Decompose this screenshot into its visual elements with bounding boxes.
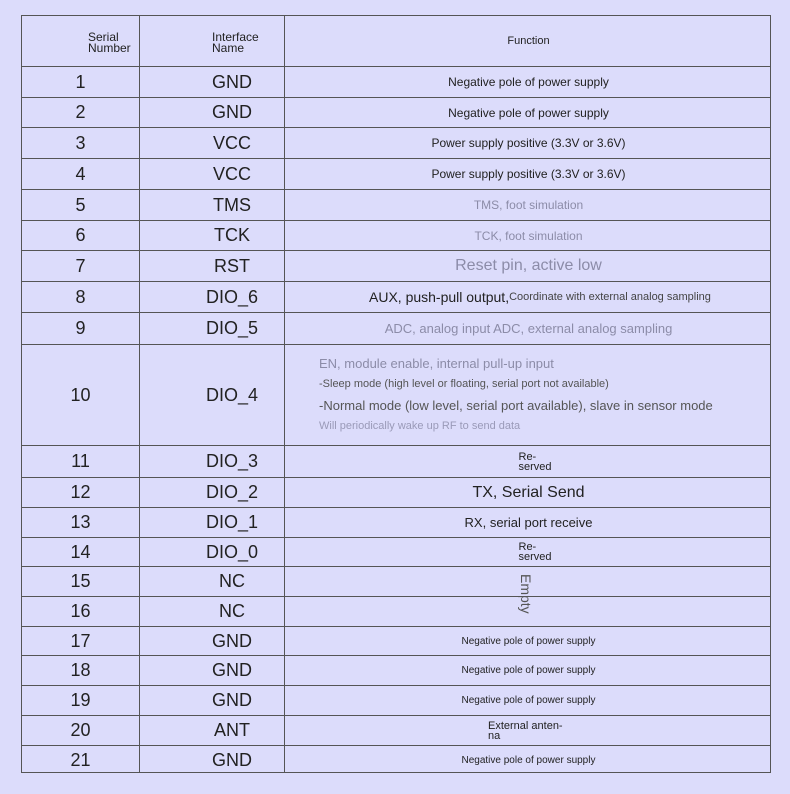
function-line: Will periodically wake up RF to send data [319,420,521,432]
interface-name: RST [214,255,250,276]
empty-label: Empty [518,574,534,614]
interface-name: GND [212,71,252,92]
table-row [22,189,770,220]
interface-name: DIO_2 [205,482,259,502]
empty-merged-cell [285,566,772,626]
serial-number: 9 [75,318,86,338]
function-text: Negative pole of power supply [461,695,596,706]
interface-name: VCC [212,163,251,184]
table-row [22,685,770,715]
serial-number: 17 [70,630,91,651]
serial-number: 8 [75,286,86,307]
table-row [22,312,770,344]
serial-number: 1 [75,71,86,92]
function-text: ADC, analog input ADC, external analog sampling [384,321,673,336]
interface-name: DIO_0 [205,541,259,562]
function-line: -Sleep mode (high level or floating, serial port not available) [319,378,609,390]
serial-number: 3 [75,132,86,153]
interface-name: DIO_1 [205,512,259,532]
function-text: External anten- na [488,719,563,742]
serial-number: 21 [70,749,91,770]
function-text: Reset pin, active low [455,257,602,274]
table-row [22,158,770,189]
interface-name: TMS [213,194,251,215]
interface-name: DIO_4 [205,384,259,405]
function-text: Negative pole of power supply [448,105,609,120]
serial-number: 10 [70,384,91,405]
function-text: RX, serial port receive [464,515,593,530]
serial-number: 16 [70,601,91,621]
function-text: Re- served [518,541,552,563]
serial-number: 6 [75,225,86,245]
table-row [22,655,770,685]
table-row [22,344,770,445]
table-row [22,97,770,127]
serial-number: 19 [70,690,91,710]
function-text: Negative pole of power supply [461,754,596,766]
table-row [22,127,770,158]
table-row [22,715,770,745]
function-text: Negative pole of power supply [448,75,609,89]
interface-name: DIO_3 [205,451,259,471]
table-row [22,445,770,477]
serial-number: 5 [75,194,86,215]
function-text-secondary: Coordinate with external analog sampling [509,291,711,303]
serial-number: 15 [70,571,91,591]
interface-name: GND [212,630,252,651]
function-text: Negative pole of power supply [461,665,596,676]
table-row [22,507,770,537]
function-text: Negative pole of power supply [461,635,596,647]
interface-name: GND [212,690,252,710]
table-row [22,220,770,250]
function-text: TX, Serial Send [472,483,585,501]
function-text: Re- served [518,450,552,473]
serial-number: 7 [75,255,86,276]
serial-number: 20 [70,720,91,740]
serial-number: 11 [71,451,90,471]
interface-name: ANT [214,720,250,740]
table-row [22,66,770,97]
interface-name: VCC [212,132,251,153]
interface-name: NC [219,601,245,621]
interface-name: GND [212,660,252,680]
interface-name: GND [212,102,252,122]
interface-name: TCK [214,225,250,245]
function-text: Power supply positive (3.3V or 3.6V) [431,167,626,181]
table-header [22,16,770,66]
header-function: Function [507,35,550,47]
serial-number: 18 [70,660,91,680]
serial-number: 12 [70,482,91,502]
serial-number: 13 [70,512,91,532]
function-line: -Normal mode (low level, serial port available), slave in sensor mode [319,398,713,413]
interface-name: DIO_5 [205,318,259,338]
table-row [22,626,770,655]
interface-name: NC [219,571,245,591]
interface-name: GND [212,749,252,770]
function-text: Power supply positive (3.3V or 3.6V) [431,136,626,150]
pin-definition-table [21,15,771,773]
function-text: TMS, foot simulation [473,198,584,212]
table-row [22,477,770,507]
table-row [22,281,770,312]
table-row [22,745,770,774]
table-row [22,250,770,281]
serial-number: 14 [70,541,91,562]
serial-number: 4 [75,163,86,184]
function-text: TCK, foot simulation [474,228,583,243]
header-serial-number: Serial Number [88,30,131,55]
interface-name: DIO_6 [205,286,259,307]
function-text: AUX, push-pull output, [369,289,510,305]
serial-number: 2 [75,102,86,122]
table-row [22,537,770,566]
function-line: EN, module enable, internal pull-up input [319,356,554,371]
header-interface-name: Interface Name [212,30,259,55]
